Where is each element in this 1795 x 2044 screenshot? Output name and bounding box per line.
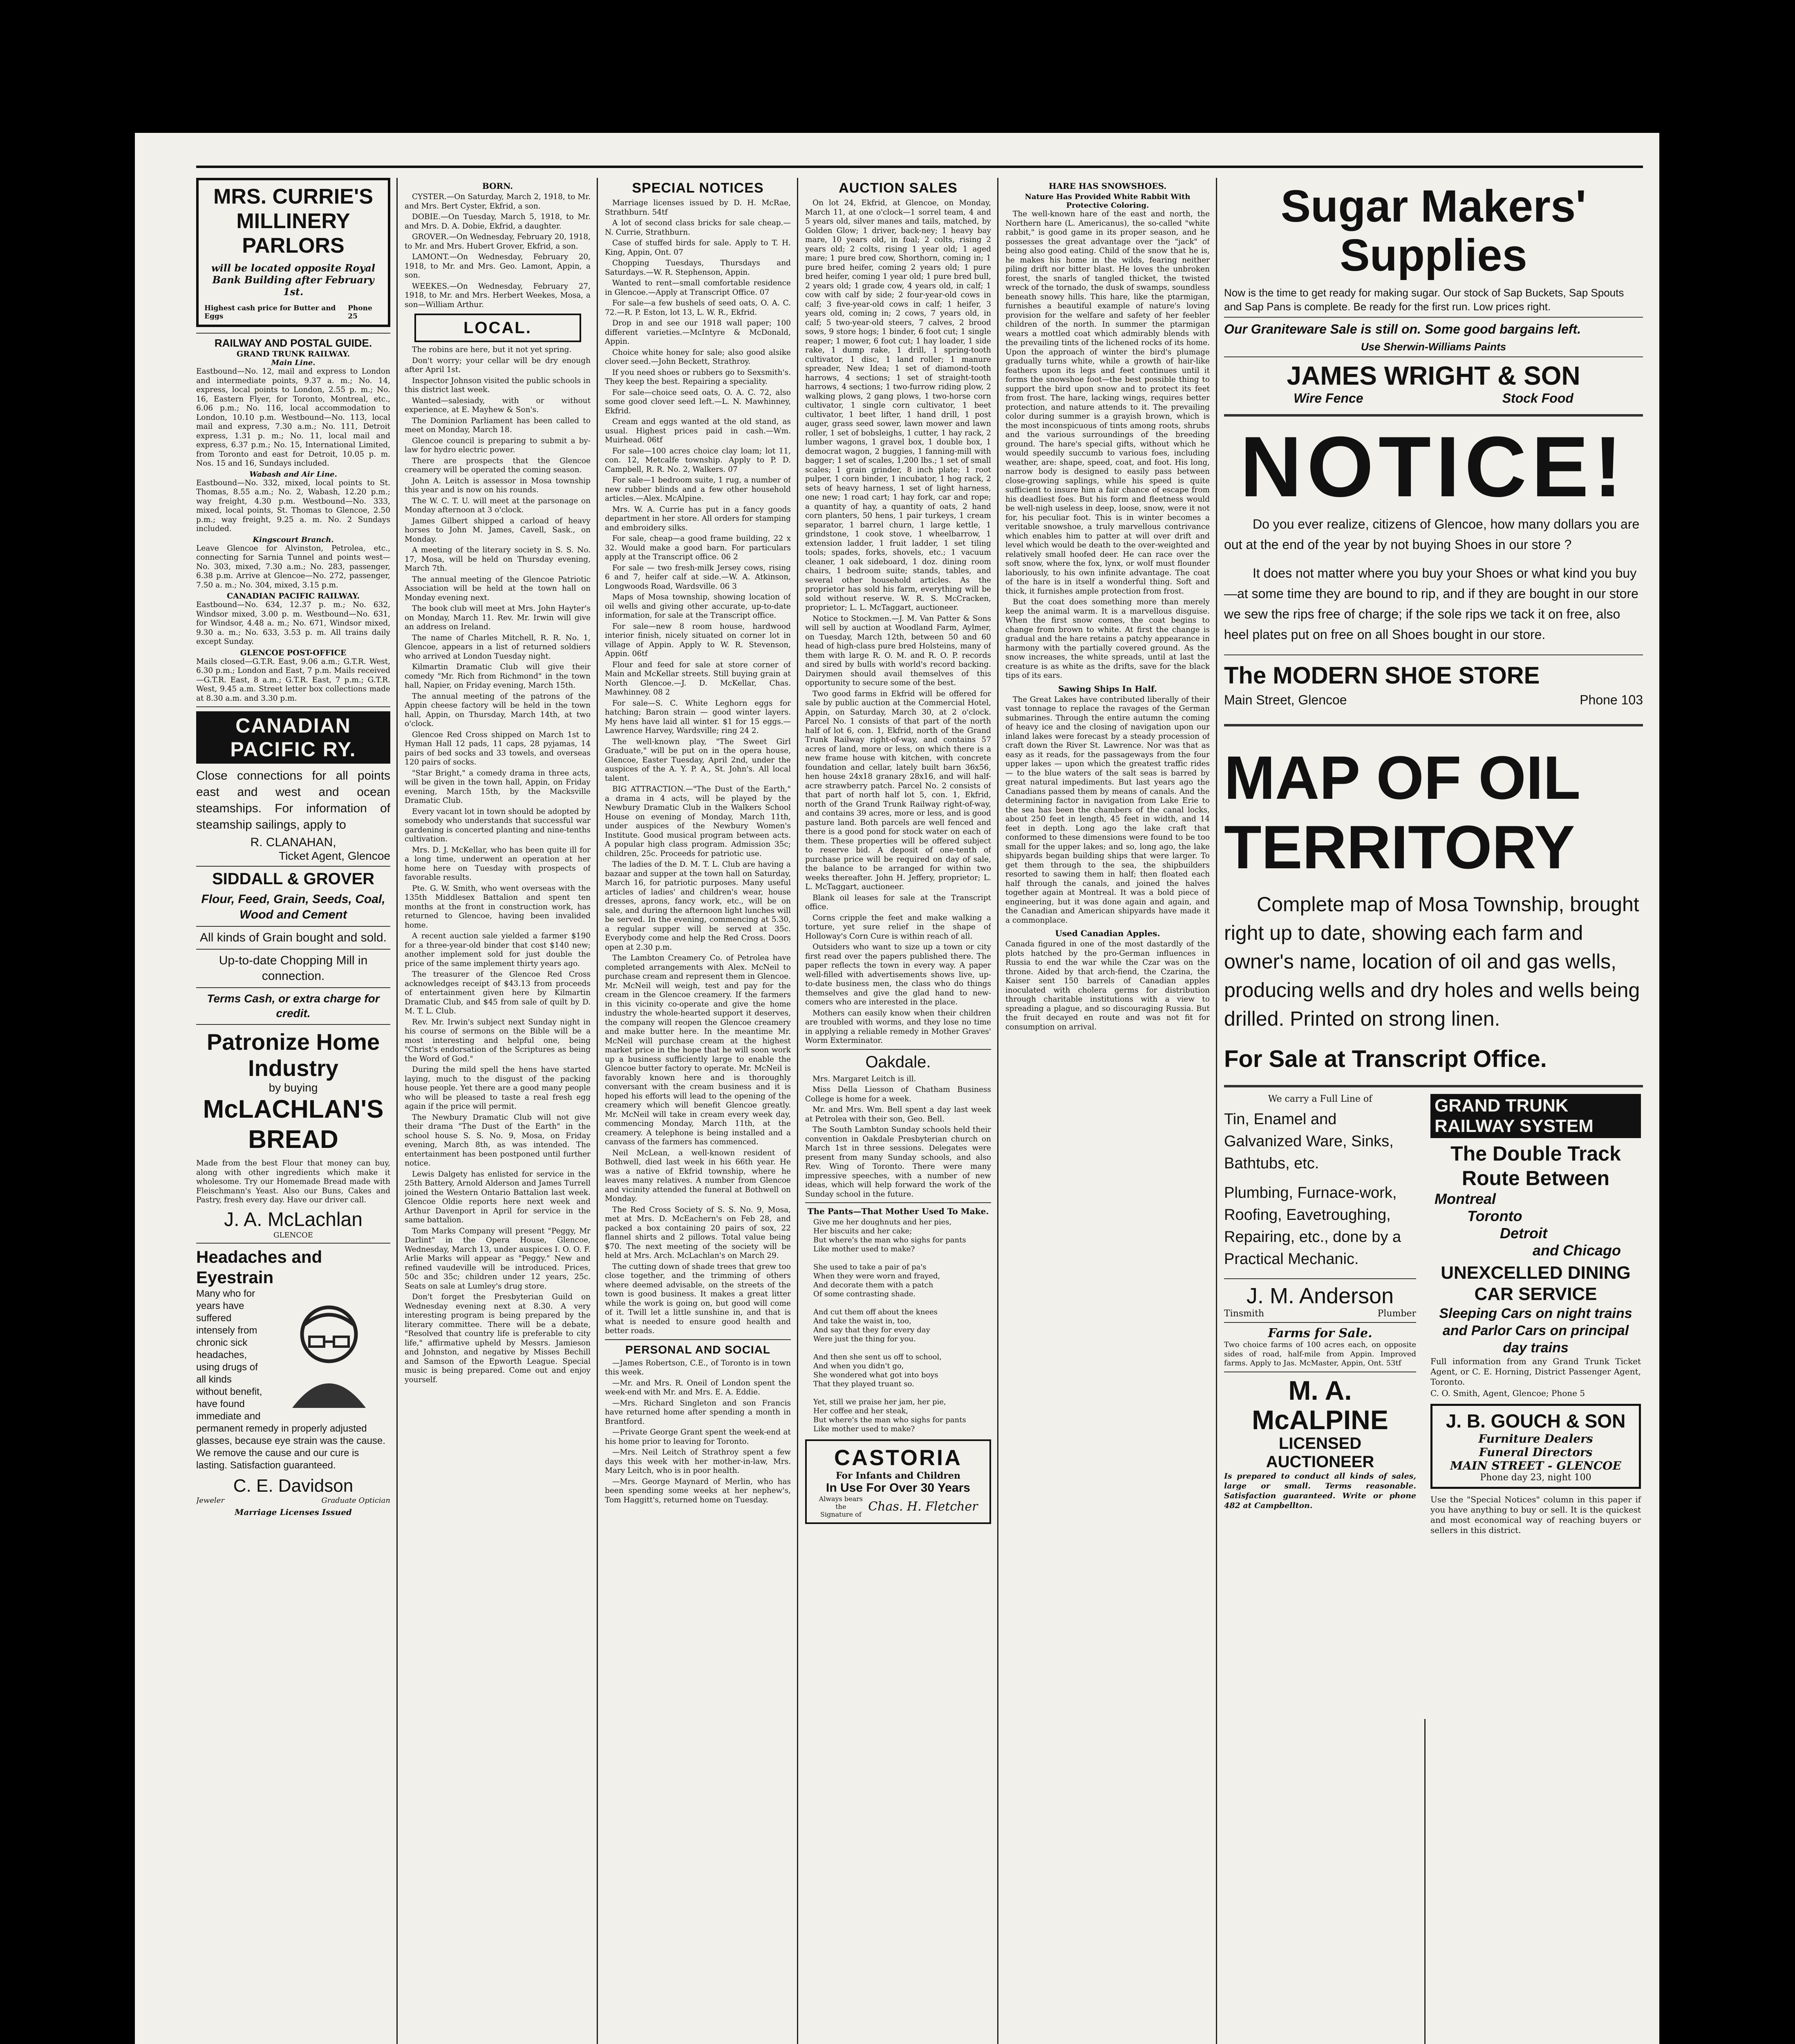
davidson-roles [196,1496,390,1505]
mcalpine-role: LICENSED AUCTIONEER [1266,1434,1374,1471]
gtr-dining: UNEXCELLED DINING CAR SERVICE [1441,1263,1631,1304]
misc-item: Corns cripple the feet and make walking a torture, yet sure relief in the shape of Holloway's Corn Cure is within reach of all. [805,913,991,941]
personal-item: —Mrs. Richard Singleton and son Francis have returned home after spending a month in Brantford. [605,1399,791,1426]
local-item: Inspector Johnson visited the public schools in this district last week. [405,376,591,394]
column-rule [396,178,398,2044]
gtr-logo: GRAND TRUNK RAILWAY SYSTEM [1430,1094,1641,1138]
gouch-line: Phone day 23, night 100 [1480,1472,1591,1483]
gouch-name: J. B. GOUCH & SON [1446,1410,1626,1432]
column-3 [605,178,791,2044]
misc-item: Outsiders who want to size up a town or city first read over the papers published there. The paper reflects the town in every way. A paper well-filled with advertisements shows live, up-to-date business men, the class who do things themselves and give the glad hand to new-comers who are interested in the place. [805,943,991,1006]
local-item: James Gilbert shipped a carload of heavy horses to John M. James, Cavell, Sask., on Monday. [405,516,591,544]
sugar-granite: Our Graniteware Sale is still on. Some good bargains left. [1224,322,1581,336]
mclachlan-town: GLENCOE [273,1230,313,1239]
sugar-title: Sugar Makers' Supplies [1280,181,1587,280]
farms-body: Two choice farms of 100 acres each, on opposite sides of road, half-mile from Appin. Improved farms. Apply to Jas. McMaster, Appin, Ont. 53tf [1224,1340,1416,1367]
hare-title: HARE HAS SNOWSHOES. [1048,181,1167,191]
local-item: "Star Bright," a comedy drama in three acts, will be given in the town hall, Appin, on Friday evening, March 15th, by the Macksville Dramatic Club. [405,769,591,805]
currie-foot [204,304,382,320]
poem [805,1218,991,1434]
special-notice: Case of stuffed birds for sale. Apply to T. H. King, Appin, Ont. 07 [605,239,791,257]
poem-line: But where's the man who sighs for pants [813,1416,966,1424]
special-notice: For sale — two fresh-milk Jersey cows, rising 6 and 7, heifer calf at side.—W. A. Atkinson, Longwoods Road, Wardsville. 06 3 [605,563,791,591]
column-rule [597,178,598,2044]
notices-list [605,199,791,1336]
auction-item: On lot 24, Ekfrid, at Glencoe, on Monday, March 11, at one o'clock—1 sorrel team, 4 and 5 years old, silver manes and tails, matched, by Golden Glow; 1 driver, back-ney; 1 heavy bay mare, 10 years old, in foal; 2 colts, rising 2 years old; 2 colts, rising 1 year old; 1 aged mare; 1 pure bred cow, Shorthorn, coming in; 1 pure bred heifer, coming 2 years old; 1 pure bred heifer, coming 1 year old; 1 pure bred bull, 2 years old; 1 grade cow, 4 years old, in calf; 1 cow with calf by side; 2 four-year-old cows in calf; 3 five-year-old cows in calf; 1 heifer, 3 years old, coming in; 2 cows, 7 years old, in calf; 5 two-year-old steers, 7 calves, 2 brood sows, 9 store hogs; 1 binder, 6 foot cut; 1 single reaper; 1 mower, 6 foot cut; 1 hay loader, 1 side rake, 1 dump rake, 1 drill, 1 spring-tooth cultivator, 1 disc, 1 land roller; 1 manure spreader, New Idea; 1 set of diamond-tooth harrows, 4 sections; 1 set of straight-tooth harrows, 4 sections; 1 two-furrow riding plow, 2 walking plows, 2 gang plows, 1 two-horse corn cultivator, 1 single corn cultivator, 1 beet cultivator, 1 beet lifter, 1 hand drill, 1 post auger, grass seed sower, lawn mower and lawn roller, 1 set of bobsleighs, 1 cutter, 1 hay rack, 2 lumber wagons, 1 gravel box, 1 double box, 1 democrat wagon, 2 buggies, 1 fanning-mill with bagger; 1 set of scales, 1,200 lbs.; 1 set of small scales; 1 grain grinder, 8 inch plate; 1 root pulper, 1 corn binder, 1 incubator, 1 hog rack, 2 sets of heavy harness, 1 set of light harness, one new; 1 road cart; 1 hay fork, car and rope; a quantity of hay, a quantity of oats, 2 hand corn planters, 50 hens, 1 pair turkeys, 1 cream separator, 1 barrel churn, 1 large kettle, 1 grindstone, 1 cook stove, 1 wheelbarrow, 1 extension ladder, 1 fruit ladder, 1 set tiling tools; spades, forks, shovels, etc.; 1 vacuum cleaner, 1 oak sideboard, 1 doz. dining room chairs, 1 bedroom suite; stands, tables, and several other household articles. As the proprietor has sold his farm, everything will be sold without reserve. W. R. S. McCracken, proprietor; L. L. McTaggart, auctioneer. [805,199,991,612]
local-item: The Dominion Parliament has been called to meet on Monday, March 18. [405,416,591,434]
poem-line: And decorate them with a patch [813,1281,933,1289]
poem-line [813,1344,991,1353]
castoria-sub: For Infants and Children [835,1470,961,1481]
sugar-name: JAMES WRIGHT & SON [1287,361,1580,390]
oakdale-item: Mrs. Margaret Leitch is ill. [812,1074,916,1083]
cpr-role: Ticket Agent, Glencoe [279,849,390,862]
birth-notice: CYSTER.—On Saturday, March 2, 1918, to Mr. and Mrs. Bert Cyster, Ekfrid, a son. [405,193,591,211]
poem-line: And take the waist in, too, [813,1317,911,1325]
local-item: A meeting of the literary society in S. S. No. 17, Mosa, will be held on Thursday evening, March 7th. [405,546,591,573]
poem-line: Give me her doughnuts and her pies, [813,1218,952,1226]
birth-notice: GROVER.—On Wednesday, February 20, 1918, to Mr. and Mrs. Hubert Grover, Ekfrid, a son. [405,233,591,251]
mclachlan-sig: J. A. McLachlan [224,1208,363,1230]
auction-title: AUCTION SALES [839,180,958,196]
eyestrain-illustration-icon [268,1288,390,1410]
rail-mainline: Main Line. [271,359,316,367]
special-notice: If you need shoes or rubbers go to Sexsmith's. They keep the best. Repairing a speciality. [605,368,791,386]
notice-p1: Do you ever realize, citizens of Glencoe, how many dollars you are out at the end of the year by not buying Shoes in our store ? [1224,517,1640,552]
local-item: The annual meeting of the Glencoe Patriotic Association will be held at the town hall on Monday evening next. [405,575,591,602]
hare-paragraph: The well-known hare of the east and north, the Northern hare (L. Americanus), the so-called "white rabbit," is good game in its proper season, and he possesses the great advantage over the "jack" of being also good eating. Child of the snow that he is, he makes his home in the wilds, fearing neither piling drift nor bitter blast. He loves the unbroken forest, the snarls of tangled thicket, the twisted wreck of the tornado, the dusk of swamps, soundless beneath snowy hills. This hare, like the ptarmigan, furnishes a beautiful example of nature's loving provision for the welfare and safety of her feebler children of the north. In summer the ptarmigan wears a mottled coat which admirably blends with the prevailing tints of the lichened rocks of its home. Upon the approach of winter the bird's plumage gradually turns white, while a growth of hair-like feathers upon its legs and feet continues until it forms the snowshoe foot—the best possible thing to support the bird upon snow and to protect its feet from frost. The hare, lacking wings, requires better protection, and nature attends to it. The prevailing color during summer is a grayish brown, which is the most inconspicuous of tints among roots, shrubs and the various surroundings of the breeding ground. The hare's special gifts, without which he would speedily succumb to various foes, including weather, are: shape, speed, coat, and foot. His long, narrow body is designed to easily pass between close-growing saplings, while his speed is quite sufficient to insure him a fair chance of escape from his deadliest foes. But his form and fleetness would be well-nigh useless in deep, loose, snow, were it not for, his peculiar foot. This is in winter becomes a veritable snowshoe, a truly marvellous contrivance which enables him to patter at will over drift and level which would be death to the over-weighted and relatively small hoofed deer. He can race over the soft snow, where the fox, lynx, or wolf must flounder laboriously, to his own infinite advantage. The coat of the hare is in itself a wonderful thing. Soft and thick, it furnishes ample protection from frost. [1005,210,1210,596]
rail-cpr: CANADIAN PACIFIC RAILWAY. [227,592,360,601]
birth-notice: DOBIE.—On Tuesday, March 5, 1918, to Mr. and Mrs. D. A. Dobie, Ekfrid, a daughter. [405,213,591,231]
sugar-paint: Use Sherwin-Williams Paints [1361,341,1506,353]
special-notice: For sale—1 bedroom suite, 1 rug, a number of new rubber blinds and a few other household articles.—Alex. McAlpine. [605,476,791,503]
sugar-body: Now is the time to get ready for making sugar. Our stock of Sap Buckets, Sap Spouts and Sap Pans is complete. Be ready for the first run. Low prices right. [1224,287,1624,313]
column-2 [405,178,591,2044]
hare-list [1005,210,1210,681]
gtr-agent: C. O. Smith, Agent, Glencoe; Phone 5 [1430,1388,1585,1398]
ships-paragraph: The Great Lakes have contributed liberally of their vast tonnage to replace the ravages of the German submarines. Through the entire autumn the coming of heavy ice and the closing of navigation upon our inland lakes were forecast by a steady procession of craft down the River St. Lawrence. Nor was that as easy as it reads, for the passageways from the four upper lakes — upon which the greatest traffic rides — to the blue waters of the salt seas is barred by great natural impediments. But last years ago the Canadians passed them by means of canals. And the determining factor in navigation from Lake Erie to the sea has been the chambers of the canal locks, about 250 feet in length, 45 feet in width, and 14 feet in depth. Long ago the lake craft that conformed to these dimensions were found to be too small for the upper lakes; and so, long ago, the lake shipyards began building ships that were larger. To get them through to the sea, the shipbuilders resorted to sawing them in half; then floated each half through the canals, and joined the halves together again at Montreal. It was a bold piece of engineering, but it was done again and again, and the Canadian and American shipyards have made it a commonplace. [1005,695,1210,925]
map-sale: For Sale at Transcript Office. [1224,1046,1547,1072]
special-notice: For sale—new 8 room house, hardwood interior finish, nicely situated on corner lot in village of Appin. Apply to W. R. Stevenson, Appin. 06tf [605,622,791,658]
poem-line [813,1254,991,1263]
auction-item: Two good farms in Ekfrid will be offered for sale by public auction at the Commercial Hotel, Appin, on Saturday, March 30, at 2 o'clock. Parcel No. 1 consists of that part of the north half of lot 6, con. 1, Ekfrid, north of the Grand Trunk Railway right-of-way, and contains 57 acres of land, more or less, on which there is a new frame house with kitchen, with concrete foundation and cellar, lately built barn 36x56, hen house 24x18 granary 28x16, and will half-acre strawberry patch. Parcel No. 2 consists of that part of north half lot 5, con. 1, Ekfrid, north of the Grand Trunk Railway right-of-way, and contains 39 acres, more or less, and is good pasture land. Both parcels are well fenced and there is a good pond for stock water on each of them. These properties will be offered subject to reserve bid. A deposit of one-tenth of purchase price will be required on day of sale, the balance to be arranged for within two weeks thereafter. John H. Jeffery, proprietor; L. L. McTaggart, auctioneer. [805,689,991,891]
currie-sub: will be located opposite Royal Bank Building after February 1st. [211,262,376,298]
personal-title: PERSONAL AND SOCIAL [625,1343,771,1356]
poem-line: Were just the thing for you. [813,1335,916,1343]
currie-title: MRS. CURRIE'S MILLINERY PARLORS [213,185,373,258]
local-item: The treasurer of the Glencoe Red Cross acknowledges receipt of $43.13 from proceeds of entertainment given here by Kilmartin Dramatic Club, and $45 from sale of quilt by D. M. T. L. Club. [405,970,591,1015]
local-item: The book club will meet at Mrs. John Hayter's on Monday, March 11. Rev. Mr. Irwin will give an address on Ireland. [405,604,591,631]
gtr-city: Toronto [1467,1208,1522,1224]
special-notice: A lot of second class bricks for sale cheap.—N. Currie, Strathburn. [605,219,791,237]
local-item: Glencoe Red Cross shipped on March 1st to Hyman Hall 12 pads, 11 caps, 28 pyjamas, 14 pairs of bed socks and 33 towels, and overseas 120 pairs of socks. [405,730,591,766]
map-body: Complete map of Mosa Township, brought right up to date, showing each farm and owner's name, location of oil and gas wells, producing wells and dry holes and wells being drilled. Printed on strong linen. [1224,893,1640,1030]
column-rule [797,178,798,2044]
poem-line: Like mother used to make? [813,1245,915,1253]
special-notice: The Red Cross Society of S. S. No. 9, Mosa, met at Mrs. D. McEachern's on Feb 28, and packed a box containing 20 pairs of sox, 22 flannel shirts and 2 pillows. Total value being $70. The next meeting of the society will be held at Mrs. Arch. McLachlan's on March 29. [605,1205,791,1260]
misc-item: Mothers can easily know when their children are troubled with worms, and they lose no time in applying a reliable remedy in Mother Graves' Worm Exterminator. [805,1009,991,1045]
ships-title: Sawing Ships In Half. [1058,684,1157,694]
oakdale-item: Mr. and Mrs. Wm. Bell spent a day last week at Petrolea with their son, Geo. Bell. [805,1105,991,1123]
cpr-logo: CANADIAN PACIFIC RY. [196,711,390,764]
rail-gtr: GRAND TRUNK RAILWAY. [236,350,350,359]
davidson-sig: C. E. Davidson [233,1475,354,1496]
poem-line: And cut them off about the knees [813,1308,938,1316]
castoria-signature: Chas. H. Fletcher [868,1499,978,1514]
currie-ad [196,178,390,327]
poem-line [813,1389,991,1398]
gouch-line: Funeral Directors [1479,1445,1593,1459]
rail-post: GLENCOE POST-OFFICE [240,648,347,657]
special-notice: Cream and eggs wanted at the old stand, as usual. Highest prices paid in cash.—Wm. Muirhead. 06tf [605,417,791,444]
mclachlan-by: by buying [269,1081,318,1094]
gtr-city: Montreal [1435,1190,1496,1207]
ships-list [1005,695,1210,926]
local-item: The W. C. T. U. will meet at the parsonage on Monday afternoon at 3 o'clock. [405,496,591,514]
local-item: During the mild spell the hens have started laying, much to the disgust of the packing house people. Yet there are a good many people who will be pleased to taste a real fresh egg again if the price will permit. [405,1065,591,1111]
poem-line: And when you didn't go, [813,1362,904,1370]
poem-line: Yet, still we praise her jam, her pie, [813,1398,946,1406]
local-item: The annual meeting of the patrons of the Appin cheese factory will be held in the town hall, Appin, on Thursday, March 14th, at two o'clock. [405,692,591,728]
special-notice: Chopping Tuesdays, Thursdays and Saturdays.—W. R. Stephenson, Appin. [605,259,791,277]
farms-title: Farms for Sale. [1268,1326,1372,1340]
rail-text: Eastbound—No. 332, mixed, local points to St. Thomas, 8.55 a.m.; No. 2, Wabash, 12.20 p.m.; way freight, 4.30 p.m. Westbound—No. 333, mixed, local points, St. Thomas to Glencoe, 2.50 p.m.; way freight, 9.25 a. m. No. 2 Sundays included. [196,478,390,533]
siddall-line: Terms Cash, or extra charge for credit. [207,992,380,1020]
currie-foot-left: Highest cash price for Butter and Eggs [204,304,336,320]
cpr-body: Close connections for all points east and west and ocean steamships. For information of steamship sailings, apply to [196,769,390,831]
local-item: There are prospects that the Glencoe creamery will be operated the coming season. [405,456,591,474]
davidson-body: Many who for years have suffered intensely from chronic sick headaches, using drugs of all kinds without benefit, have found immediate and permanent remedy in properly adjusted glasses, because eye strain was the cause. We remove the cause and our cure is lasting. Satisfaction guaranteed. [196,1288,385,1471]
poem-line: Her biscuits and her cake; [813,1227,912,1235]
personal-item: —Mr. and Mrs. R. Oneil of London spent the week-end with Mr. and Mrs. E. A. Eddie. [605,1378,791,1396]
birth-notice: WEEKES.—On Wednesday, February 27, 1918, to Mr. and Mrs. Herbert Weekes, Mosa, a son—William Arthur. [405,282,591,309]
anderson-line: Plumbing, Furnace-work, Roofing, Eavetroughing, Repairing, etc., done by a Practical Mechanic. [1224,1184,1401,1268]
cpr-name: R. CLANAHAN, [250,836,336,849]
castoria-years: In Use For Over 30 Years [826,1481,970,1495]
special-notice: BIG ATTRACTION.—"The Dust of the Earth," a drama in 4 acts, will be played by the Newbury Dramatic Club in the Walkers School House on evening of Monday, March 11th, under auspices of the Newbury Women's Institute. Good musical program between acts. A popular high class program. Admission 35c; children, 25c. Proceeds for patriotic use. [605,785,791,858]
special-notice: For sale—100 acres choice clay loam; lot 11, con. 12, Metcalfe township. Apply to P. D. Campbell, R. R. No. 2, Walkers. 07 [605,446,791,474]
rail-wabash: Wabash and Air Line. [249,470,337,479]
gtr-info: Full information from any Grand Trunk Ticket Agent, or C. E. Horning, District Passenger Agent, Toronto. [1430,1356,1641,1387]
oakdale-item: The South Lambton Sunday schools held their convention in Oakdale Presbyterian church on March 1st in three sessions. Delegates were present from many Sunday schools, and also Rev. Wing of Toronto. There were many impressive speeches, with a number of new ideas, which will help forward the work of the Sunday school in the future. [805,1125,991,1199]
special-notice: The cutting down of shade trees that grew too close together, and the trimming of others where deemed advisable, on the streets of the town is good business. It makes a great litter while the work is going on, but good will come of it. Twill let a little sunshine in, and that is what is needed to ensure good health and better roads. [605,1262,791,1335]
anderson-roles [1224,1309,1416,1319]
local-item: The Newbury Dramatic Club will not give their drama "The Dust of the Earth" in the school house S. S. No. 9, Mosa, on Friday evening, March 8th, as was intended. The entertainment has been postponed until further notice. [405,1113,591,1168]
special-notice: Choice white honey for sale; also good alsike clover seed.—John Beckett, Strathroy. [605,348,791,366]
notice-ad [1224,420,1643,708]
oakdale-title: Oakdale. [865,1053,931,1071]
newspaper-page [135,133,1659,2044]
rail-text: Eastbound—No. 12, mail and express to London and intermediate points, 9.37 a. m.; No. 14, express, local points to London, 2.55 p. m.; No. 16, Eastern Flyer, for Toronto, Montreal, etc., 6.06 p.m.; No. 116, local accommodation to London, 10.10 p.m. Westbound—No. 113, local mail and express, 7.30 a.m.; No. 111, Detroit express, 1.31 p. m.; No. 11, local mail and express, 6.37 p.m.; No. 15, International Limited, from Toronto and east for Detroit, 10.05 p. m. Nos. 15 and 16, Sundays included. [196,367,390,468]
currie-foot-right: Phone 25 [348,304,372,320]
davidson-title: Headaches and Eyestrain [196,1247,322,1287]
special-notice: Marriage licenses issued by D. H. McRae, Strathburn. 54tf [605,199,791,217]
rail-text: Leave Glencoe for Alvinston, Petrolea, etc., connecting for Sarnia Tunnel and points west—No. 303, mixed, 7.30 a.m.; No. 283, passenger, 6.38 p.m. Arrive at Glencoe—No. 272, passenger, 7.50 a. m.; No. 304, mixed, 3.15 p.m. [196,544,390,589]
local-item: Don't forget the Presbyterian Guild on Wednesday evening next at 8.30. A very interesting program is being prepared by the literary committee. There will be a debate, "Resolved that country life is preferable to city life," affirmative upheld by Messrs. Jamieson and Johnston, and negative by Misses Bechill and Samson of the Epworth League. Special music is being prepared. Come out and enjoy yourself. [405,1293,591,1384]
sugar-ad [1224,182,1643,406]
poem-line: Of some contrasting shade. [813,1290,916,1298]
poem-line [813,1299,991,1308]
poem-line: She used to take a pair of pa's [813,1263,927,1271]
special-notices-title: SPECIAL NOTICES [632,180,764,196]
special-notice: Drop in and see our 1918 wall paper; 100 different varieties.—McIntyre & McDonald, Appin. [605,319,791,346]
special-notice: For sale—choice seed oats, O. A. C. 72, also some good clover seed left.—L. N. Mawhinney, Ekfrid. [605,388,791,415]
anderson-line: Tin, Enamel and Galvanized Ware, Sinks, Bathtubs, etc. [1224,1111,1394,1172]
local-item: Tom Marks Company will present "Peggy, Mr Darlint" in the Opera House, Glencoe, Wednesday, March 13, under auspices I. O. O. F. Arlie Marks will appear as "Peggy." New and refined vaudeville will be introduced. Prices, 50c and 35c; children under 12 years, 25c. Seats on sale at Lumley's drug store. [405,1226,591,1291]
map-title: MAP OF OIL TERRITORY [1224,743,1580,881]
special-notice: Neil McLean, a well-known resident of Bothwell, died last week in his 66th year. He was a native of Ekfrid township, where he leaves many relatives. A number from Glencoe and vicinity attended the funeral at Bothwell on Monday. [605,1148,791,1203]
personal-item: —Mrs. George Maynard of Merlin, who has been spending some weeks at her nephew's, Tom Haggitt's, returned home on Tuesday. [605,1477,791,1504]
poem-line: Like mother used to make? [813,1425,915,1433]
poem-line: When they were worn and frayed, [813,1272,940,1280]
birth-notice: LAMONT.—On Wednesday, February 20, 1918, to Mr. and Mrs. Geo. Lamont, Appin, a son. [405,253,591,280]
local-item: Mrs. D. J. McKellar, who has been quite ill for a long time, underwent an operation at her home here on Tuesday with prospects of favorable results. [405,845,591,882]
local-item: The robins are here, but it not yet spring. [412,345,572,354]
born-list [405,193,591,309]
gouch-line: MAIN STREET - GLENCOE [1450,1459,1621,1472]
castoria-ad [805,1439,991,1524]
davidson-foot: Marriage Licenses Issued [235,1507,352,1517]
personal-list [605,1359,791,1505]
column-6 [1224,178,1643,2044]
anderson-right: Plumber [1377,1309,1416,1319]
notice-p2: It does not matter where you buy your Shoes or what kind you buy—at some time they are bound to rip, and if they are bought in our store we sew the rips free of charge; if the sole rips we tack it on free, also heel plates put on free on all Shoes bought in our store. [1224,566,1638,642]
davidson-right: Graduate Optician [321,1496,390,1505]
poem-line: Her coffee and her steak, [813,1407,909,1415]
local-item: Don't worry; your cellar will be dry enough after April 1st. [405,356,591,374]
siddall-line: All kinds of Grain bought and sold. [200,931,387,944]
sugar-foot [1224,391,1643,406]
shoe-store-foot [1224,693,1643,708]
mclachlan-title: Patronize Home Industry [206,1029,380,1081]
poem-line: And say that they for every day [813,1326,930,1334]
local-header: LOCAL. [414,314,581,342]
hare-sub: Nature Has Provided White Rabbit With Protective Coloring. [1025,193,1191,210]
mcalpine-name: M. A. McALPINE [1252,1375,1388,1435]
mclachlan-body: Made from the best Flour that money can buy, along with other ingredients which make it wholesome. Try our Homemade Bread made with Fleischmann's Yeast. Also our Buns, Cakes and Pastry, fresh every day. Have our driver call. [196,1159,390,1204]
castoria-bears: Always bears the Signature of [819,1495,863,1518]
top-rule [196,166,1643,168]
poem-line: But where's the man who sighs for pants [813,1236,966,1244]
siddall-line: Up-to-date Chopping Mill in connection. [219,954,368,983]
oakdale-item: Miss Della Liesson of Chatham Business College is home for a week. [805,1085,991,1103]
special-notice: Maps of Mosa township, showing location of oil wells and giving other accurate, up-to-date information, for sale at the Transcript office. [605,593,791,620]
wire-fence: Wire Fence [1294,391,1363,406]
local-item: Every vacant lot in town should be adopted by somebody who understands that successful war gardening is concerted planting and nine-tenths cultivation. [405,807,591,843]
local-list [405,345,591,1385]
special-notice: For sale—a few bushels of seed oats, O. A. C. 72.—R. P. Eston, lot 13, L. W. R., Ekfrid. [605,299,791,317]
apples-title: Used Canadian Apples. [1055,928,1160,938]
shoe-street: Main Street, Glencoe [1224,693,1347,707]
personal-item: —James Robertson, C.E., of Toronto is in town this week. [605,1358,791,1376]
misc-list [805,894,991,1046]
local-item: Lewis Dalgety has enlisted for service in the 25th Battery, Arnold Alderson and James Turrell joined the Western Ontario Battalion last week. Glencoe Oldie reports here next week and Arthur Davenport in April for service in the same battalion. [405,1170,591,1224]
poem-line: And then she sent us off to school, [813,1353,942,1361]
local-item: Glencoe council is preparing to submit a by-law for hydro electric power. [405,436,591,454]
born-title: BORN. [482,181,513,191]
map-ad [1224,743,1643,1073]
siddall-title: SIDDALL & GROVER [212,870,375,888]
gtr-sleeping: Sleeping Cars on night trains and Parlor Cars on principal day trains [1439,1306,1632,1356]
poem-title: The Pants—That Mother Used To Make. [807,1206,989,1216]
special-notice: Wanted to rent—small comfortable residence in Glencoe.—Apply at Transcript Office. 07 [605,279,791,297]
hare-paragraph: But the coat does something more than merely keep the animal warm. It is a marvellous disguise. When the first snow comes, the coat begins to change from brown to white. At first the change is gradual and the hare retains a patchy appearance in harmony with the partially covered ground. As the snow increases, the white spreads, until at last the creature is as white as the drifts, save for the black tips of its ears. [1005,598,1210,680]
notice-title: NOTICE! [1240,419,1627,515]
special-notice: Mrs. W. A. Currie has put in a fancy goods department in her store. All orders for stamping and embroidery silks. [605,505,791,532]
poem-line: That they played truant so. [813,1380,914,1388]
apples-text: Canada figured in one of the most dastardly of the plots hatched by the pro-German influences in Russia to end the war while the Czar was on the throne. Aided by that arch-fiend, the Czarina, the Kaiser sent 150 barrels of Canadian apples inoculated with cholera germs for distribution through charitable institutions with a view to spreading a plague, and so discouraging Russia. But the fruit decayed en route and was not fit for consumption on arrival. [1005,940,1210,1031]
local-item: Rev. Mr. Irwin's subject next Sunday night in his course of sermons on the Bible will be a most interesting and helpful one, being "Christ's endorsation of the Scriptures as being the Word of God." [405,1018,591,1063]
gtr-city: Detroit [1500,1225,1547,1242]
local-item: The name of Charles Mitchell, R. R. No. 1, Glencoe, appears in a list of returned soldiers who arrived at London Tuesday night. [405,633,591,661]
special-notice: The ladies of the D. M. T. L. Club are having a bazaar and supper at the town hall on Saturday, March 16, for patriotic purposes. Many useful articles of ladies' and children's wear, house dresses, aprons, fancy work, etc., will be on sale, and during the afternoon light lunches will be served. In the evening, commencing at 5.30, a regular supper will be served at 35c. Everybody come and help the Red Cross. Doors open at 2.30 p.m. [605,860,791,952]
personal-item: —Mrs. Neil Leitch of Strathroy spent a few days this week with her mother-in-law, Mrs. Mary Leitch, who is in poor health. [605,1448,791,1475]
special-notice: The well-known play, "The Sweet Girl Graduate," will be put on in the opera house, Glencoe, Easter Tuesday, April 2nd, under the auspices of the A. Y. P. A., St. John's. All local talent. [605,737,791,783]
mcalpine-body: Is prepared to conduct all kinds of sales, large or small. Terms reasonable. Satisfaction guaranteed. Write or phone 482 at Campbellton. [1224,1471,1416,1510]
auction-list [805,199,991,892]
rail-kingscourt: Kingscourt Branch. [253,535,334,544]
lower-left-subcolumn [1224,1091,1416,1512]
special-notice: Flour and feed for sale at store corner of Main and McKellar streets. Still buying grain at North Glencoe.—J. D. McKellar, Chas. Mawhinney. 08 2 [605,660,791,697]
anderson-intro: We carry a Full Line of [1268,1094,1372,1104]
mclachlan-bread: McLACHLAN'S BREAD [203,1095,384,1154]
special-notice: For sale, cheap—a good frame building, 22 x 32. Would make a good barn. For particulars apply at the Transcript office. 06 2 [605,534,791,561]
gouch-ad [1430,1404,1641,1489]
column-5 [1005,178,1210,2044]
local-item: John A. Leitch is assessor in Mosa township this year and is now on his rounds. [405,476,591,494]
column-1 [196,178,390,2044]
siddall-line: Flour, Feed, Grain, Seeds, Coal, Wood and Cement [201,892,385,921]
gtr-line: The Double Track Route Between [1450,1142,1621,1190]
personal-item: —Private George Grant spent the week-end at his home prior to leaving for Toronto. [605,1428,791,1446]
shoe-store-name: The MODERN SHOE STORE [1224,662,1540,689]
special-notice-ad: Use the "Special Notices" column in this paper if you have anything to buy or sell. It is the quickest and most economical way of reaching buyers or sellers in this district. [1430,1494,1641,1535]
lower-right-subcolumn [1430,1091,1641,1537]
rail-text: Mails closed—G.T.R. East, 9.06 a.m.; G.T.R. West, 6.30 p.m.; London and East, 7 p.m. Mails received—G.T.R. East, 8 a.m.; G.T.R. East, 7 p.m.; G.T.R. West, 9.45 a.m. Street letter box collections made at 8.30 a.m. and 3.30 p.m. [196,657,390,703]
castoria-title: CASTORIA [834,1446,962,1470]
shoe-phone: Phone 103 [1580,693,1643,707]
misc-item: Blank oil leases for sale at the Transcript office. [805,893,991,911]
local-item: Wanted—salesiady, with or without experience, at E. Mayhew & Son's. [405,396,591,414]
gouch-line: Furniture Dealers [1478,1432,1593,1446]
local-item: A recent auction sale yielded a farmer $190 for a three-year-old binder that cost $140 new; another implement sold for just double the price of the same implement thirty years ago. [405,932,591,968]
gtr-city: and Chicago [1533,1242,1621,1259]
poem-line: She wondered what got into boys [813,1371,938,1379]
rail-title: RAILWAY AND POSTAL GUIDE. [214,337,372,349]
column-rule [1216,178,1217,2044]
oakdale-list [805,1075,991,1199]
anderson-left: Tinsmith [1224,1309,1265,1319]
anderson-name: J. M. Anderson [1246,1284,1394,1308]
local-item: Kilmartin Dramatic Club will give their comedy "Mr. Rich from Richmond" in the town hall, Napier, on Friday evening, March 15th. [405,663,591,690]
column-rule [997,178,998,2044]
column-4 [805,178,991,2044]
auction-item: Notice to Stockmen.—J. M. Van Patter & Sons will sell by auction at Woodland Farm, Aylmer, on Tuesday, March 12th, between 50 and 60 head of high-class pure bred Holsteins, many of them with large R. O. M. and R. O. P. records and sired by bulls with world's record backing. Dairymen should avail themselves of this opportunity to secure some of the best. [805,614,991,687]
special-notice: The Lambton Creamery Co. of Petrolea have completed arrangements with Alex. McNeil to purchase cream and represent them in Glencoe. Mr. McNeil will weigh, test and pay for the cream in the Glencoe creamery. If the farmers in this vicinity co-operate and give the home industry the whole-hearted support it deserves, the company will reopen the Glencoe creamery and make butter here. In the meantime Mr. McNeil will purchase cream at the highest market price in the hope that he will soon work up a business sufficiently large to enable the Glencoe butter factory to operate. Mr. McNeil is favorably known here and is thoroughly conversant with the cream business and it is hoped his efforts will lead to the opening of the creamery which will benefit Glencoe greatly. Mr. McNeil will take in cream every week day, commencing Monday, March 11th, at the creamery. A telephone is being installed and a canvass of the farmers has commenced. [605,954,791,1146]
stock-food: Stock Food [1502,391,1573,406]
davidson-left: Jeweler [196,1496,224,1505]
rail-text: Eastbound—No. 634, 12.37 p. m.; No. 632, Windsor mixed, 3.00 p. m. Westbound—No. 631, for Windsor, 4.48 a. m.; No. 671, Windsor mixed, 9.30 a. m.; No. 633, 3.53 p. m. All trains daily except Sunday. [196,601,390,646]
special-notice: For sale—S. C. White Leghorn eggs for hatching; Baron strain — good winter layers. My hens have laid all winter. $1 for 15 eggs.—Lawrence Harvey, Wardsville; ring 24 2. [605,699,791,735]
local-item: Pte. G. W. Smith, who went overseas with the 135th Middlesex Battalion and spent ten months at the front in construction work, has returned to Glencoe, having been invalided home. [405,884,591,930]
